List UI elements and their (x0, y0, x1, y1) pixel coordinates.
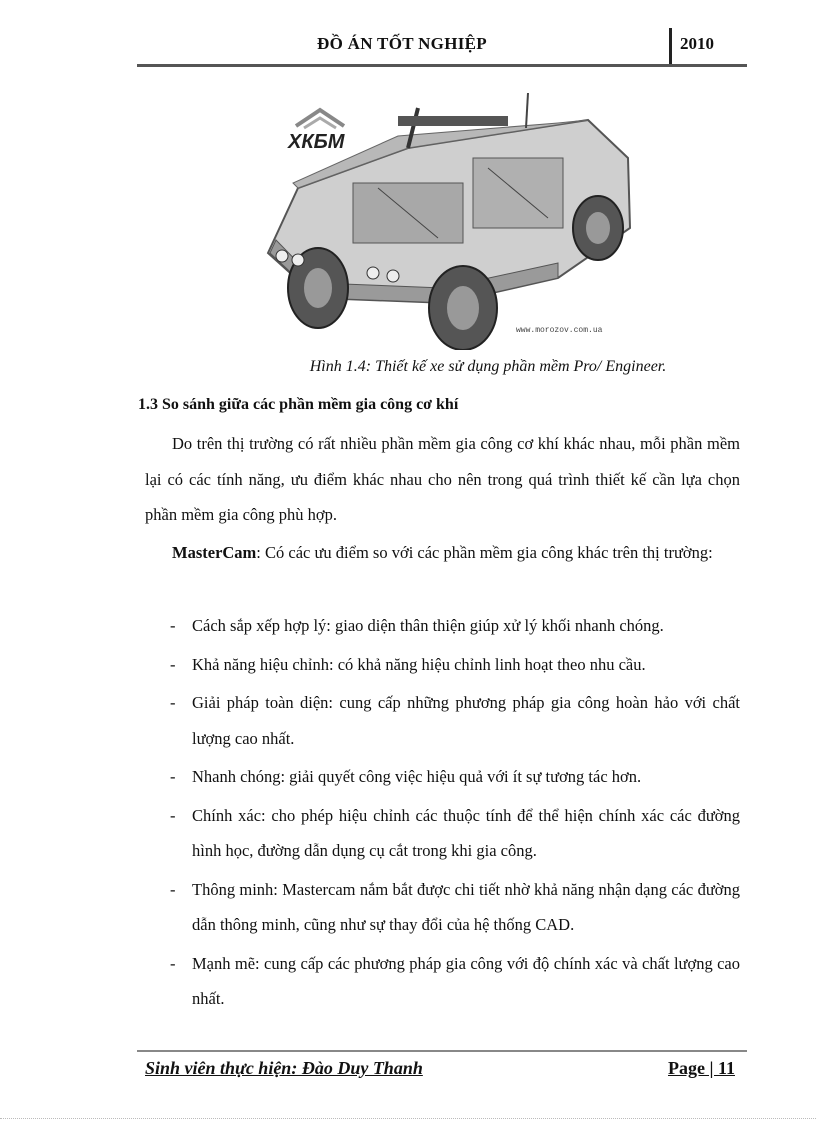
list-item (168, 685, 740, 756)
footer-author: Sinh viên thực hiện: Đào Duy Thanh (145, 1058, 423, 1078)
bullet-marker: - (170, 693, 176, 712)
list-item-text: Cách sắp xếp hợp lý: giao diện thân thiện giúp xử lý khối nhanh chóng. (192, 616, 664, 635)
list-item (168, 608, 740, 644)
intro-paragraph: Do trên thị trường có rất nhiều phần mềm gia công cơ khí khác nhau, mỗi phần mềm lại có các tính năng, ưu điểm khác nhau cho nên trong quá trình thiết kế cần lựa chọn phần mềm gia công phù hợp. (145, 434, 740, 524)
header-rule (137, 64, 747, 67)
logo-text: ХКБМ (288, 131, 345, 153)
list-item-text: Nhanh chóng: giải quyết công việc hiệu quả với ít sự tương tác hơn. (192, 767, 642, 786)
mastercam-paragraph (145, 535, 740, 571)
bullet-marker: - (170, 767, 176, 786)
list-item (168, 946, 740, 1017)
section-heading: 1.3 So sánh giữa các phần mềm gia công cơ khí (138, 396, 459, 413)
list-item (168, 759, 740, 795)
bullet-marker: - (170, 654, 176, 674)
bullet-marker: - (170, 805, 176, 825)
header-divider (669, 28, 672, 64)
bullet-marker: - (170, 953, 176, 973)
list-item (168, 798, 740, 869)
mastercam-text: : Có các ưu điểm so với các phần mềm gia công khác trên thị trường: (256, 543, 713, 562)
page-bottom-border (0, 1118, 816, 1119)
list-item-text: Thông minh: Mastercam nắm bắt được chi tiết nhờ khả năng nhận dạng các đường dẫn thông minh, cũng như sự thay đổi của hệ thống CAD. (192, 879, 740, 934)
list-item (168, 872, 740, 943)
xkbm-logo (287, 110, 346, 153)
footer-rule (137, 1050, 747, 1052)
vehicle-figure (258, 88, 644, 350)
mastercam-label: MasterCam (172, 543, 257, 562)
watermark-text: www.morozov.com.ua (516, 326, 603, 335)
armored-vehicle-illustration (258, 88, 644, 350)
feature-list (168, 608, 740, 1020)
footer-page-number: Page | 11 (668, 1058, 735, 1078)
bullet-marker: - (170, 616, 176, 635)
list-item-text: Mạnh mẽ: cung cấp các phương pháp gia công với độ chính xác và chất lượng cao nhất. (192, 953, 740, 1008)
header-year: 2010 (680, 34, 714, 53)
bullet-marker: - (170, 879, 176, 899)
list-item (168, 647, 740, 683)
list-item-text: Khả năng hiệu chỉnh: có khả năng hiệu chỉnh linh hoạt theo nhu cầu. (192, 654, 646, 674)
figure-caption: Hình 1.4: Thiết kế xe sử dụng phần mềm Pro/ Engineer. (309, 358, 667, 375)
list-item-text: Chính xác: cho phép hiệu chỉnh các thuộc tính để thể hiện chính xác các đường hình học, đường dẫn dụng cụ cắt trong khi gia công. (192, 805, 740, 860)
list-item-text: Giải pháp toàn diện: cung cấp những phương pháp gia công hoàn hảo với chất lượng cao nhất. (192, 693, 740, 748)
header-title: ĐỒ ÁN TỐT NGHIỆP (317, 34, 487, 53)
